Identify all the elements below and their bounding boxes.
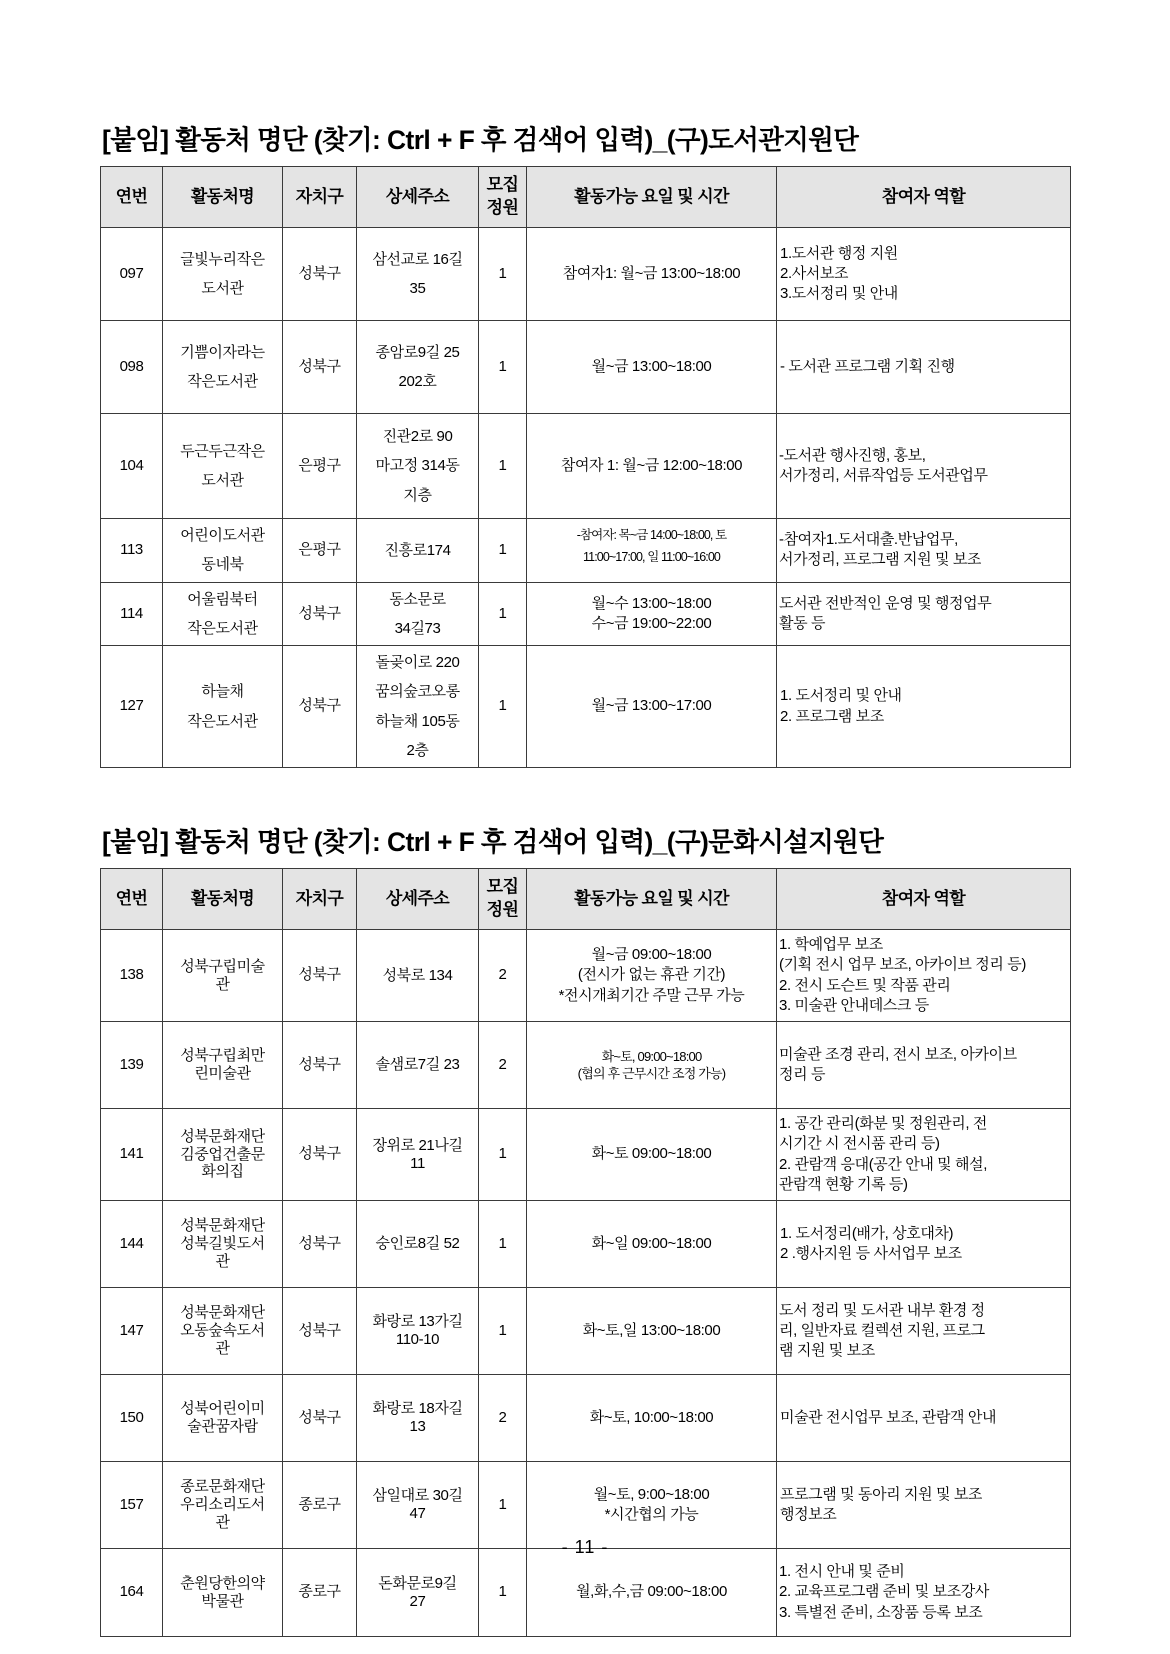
cell-capacity: 2 bbox=[479, 1022, 527, 1109]
cell-address-line: 마고정 314동 bbox=[375, 457, 460, 475]
cell-role-line: 서가정리, 서류작업등 도서관업무 bbox=[779, 467, 988, 484]
cell-address-line: 47 bbox=[409, 1505, 426, 1522]
cell-address bbox=[357, 1109, 479, 1201]
section-title: [붙임] 활동처 명단 (찾기: Ctrl + F 후 검색어 입력)_(구)문화시설지원단 bbox=[102, 827, 884, 857]
table-row bbox=[101, 228, 1071, 321]
cell-role bbox=[777, 646, 1071, 768]
cell-name-line: 성북구립미술 bbox=[180, 957, 265, 975]
cell-role-line: 2. 관람객 응대(공간 안내 및 해설, bbox=[779, 1155, 987, 1173]
cell-role bbox=[777, 1109, 1071, 1201]
cell-name-line: 성북문화재단 bbox=[180, 1217, 265, 1235]
col-header-capacity bbox=[479, 869, 527, 930]
cell-role bbox=[777, 228, 1071, 321]
cell-name-line: 성북문화재단 bbox=[180, 1304, 265, 1322]
cell-address-line: 삼일대로 30길 bbox=[372, 1487, 463, 1505]
cell-name-line: 기쁨이자라는 bbox=[180, 343, 265, 361]
cell-address-line: 꿈의숲코오롱 bbox=[375, 683, 460, 701]
cell-name bbox=[163, 1462, 283, 1549]
col-header-capacity-line1: 모집 bbox=[486, 877, 519, 897]
cell-role-line: 2 .행사지원 등 사서업무 보조 bbox=[780, 1245, 962, 1262]
cell-district: 성북구 bbox=[283, 321, 357, 414]
cell-address bbox=[357, 519, 479, 583]
cell-name bbox=[163, 228, 283, 321]
cell-role-line: 3. 특별전 준비, 소장품 등록 보조 bbox=[779, 1603, 983, 1621]
cell-role bbox=[777, 1462, 1071, 1549]
cell-time-line: 월~금 13:00~17:00 bbox=[591, 697, 712, 715]
cell-role-line: 프로그램 및 동아리 지원 및 보조 bbox=[780, 1485, 983, 1503]
cell-name bbox=[163, 414, 283, 519]
cell-name-line: 어린이도서관 bbox=[180, 527, 265, 544]
col-header-name: 활동처명 bbox=[163, 869, 283, 930]
cell-name-line: 동네북 bbox=[201, 556, 244, 574]
cell-role-line: 도서 정리 및 도서관 내부 환경 정 bbox=[779, 1301, 985, 1319]
table-row bbox=[101, 582, 1071, 646]
cell-name-line: 성북구립최만 bbox=[180, 1047, 265, 1065]
cell-time-line: 월~수 13:00~18:00 bbox=[591, 594, 712, 612]
cell-district: 은평구 bbox=[283, 414, 357, 519]
cell-name-line: 김중업건출문 bbox=[180, 1145, 265, 1163]
cell-time-line: 월~금 09:00~18:00 bbox=[591, 946, 712, 964]
cell-role-line: 미술관 전시업무 보조, 관람객 안내 bbox=[780, 1408, 997, 1426]
cell-time-line: 화~토, 10:00~18:00 bbox=[589, 1408, 714, 1426]
cell-capacity: 2 bbox=[479, 1375, 527, 1462]
cell-address-line: 동소문로 bbox=[389, 590, 446, 608]
cell-capacity: 1 bbox=[479, 1549, 527, 1637]
cell-time-line: 월~금 13:00~18:00 bbox=[591, 357, 712, 375]
cell-name-line: 종로문화재단 bbox=[180, 1478, 265, 1496]
cell-name-line: 성북어린이미 bbox=[180, 1400, 265, 1418]
cell-name-line: 도서관 bbox=[201, 280, 244, 297]
table-row bbox=[101, 1022, 1071, 1109]
col-header-role: 참여자 역할 bbox=[777, 869, 1071, 930]
cell-role-line: -도서관 행사진행, 홍보, bbox=[779, 446, 926, 464]
cell-district: 성북구 bbox=[283, 1201, 357, 1288]
cell-role-line: 관람객 현황 기록 등) bbox=[779, 1175, 908, 1193]
cell-no: 104 bbox=[101, 414, 163, 519]
cell-capacity: 1 bbox=[479, 414, 527, 519]
table-row bbox=[101, 1201, 1071, 1288]
cell-name-line: 작은도서관 bbox=[187, 619, 258, 637]
cell-address bbox=[357, 582, 479, 646]
cell-address-line: 27 bbox=[409, 1592, 426, 1610]
cell-address-line: 화랑로 18자길 bbox=[372, 1400, 463, 1418]
cell-role-line: 3. 미술관 안내데스크 등 bbox=[779, 996, 929, 1014]
cell-time-line: 참여자1: 월~금 13:00~18:00 bbox=[562, 264, 741, 282]
cell-name-line: 우리소리도서 bbox=[180, 1496, 265, 1514]
cell-time-line: 11:00~17:00, 일 11:00~16:00 bbox=[583, 550, 720, 565]
cell-address bbox=[357, 1375, 479, 1462]
cell-address bbox=[357, 1462, 479, 1549]
cell-role-line: -참여자1.도서대출.반납업무, bbox=[779, 531, 958, 549]
col-header-time: 활동가능 요일 및 시간 bbox=[527, 167, 777, 228]
cell-role-line: 3.도서정리 및 안내 bbox=[780, 285, 898, 303]
cell-name bbox=[163, 1022, 283, 1109]
cell-role bbox=[777, 1549, 1071, 1637]
cell-district: 은평구 bbox=[283, 519, 357, 583]
cell-address-line: 삼선교로 16길 bbox=[372, 250, 463, 268]
section-title: [붙임] 활동처 명단 (찾기: Ctrl + F 후 검색어 입력)_(구)도서관지원단 bbox=[102, 125, 859, 155]
cell-name bbox=[163, 1288, 283, 1375]
cell-role-line: 행정보조 bbox=[780, 1506, 837, 1523]
cell-name-line: 린미술관 bbox=[194, 1065, 251, 1082]
cell-role bbox=[777, 1375, 1071, 1462]
cell-address bbox=[357, 1288, 479, 1375]
cell-time bbox=[527, 1549, 777, 1637]
cell-role bbox=[777, 414, 1071, 519]
cell-no: 139 bbox=[101, 1022, 163, 1109]
cell-name-line: 성북문화재단 bbox=[180, 1127, 265, 1145]
cell-address bbox=[357, 646, 479, 768]
cell-role-line: 램 지원 및 보조 bbox=[779, 1342, 875, 1360]
col-header-capacity bbox=[479, 167, 527, 228]
col-header-name: 활동처명 bbox=[163, 167, 283, 228]
cell-district: 성북구 bbox=[283, 1022, 357, 1109]
cell-role-line: 1.도서관 행정 지원 bbox=[780, 244, 898, 262]
cell-role-line: 2. 교육프로그램 준비 및 보조강사 bbox=[779, 1583, 989, 1601]
cell-name-line: 두근두근작은 bbox=[180, 442, 265, 460]
cell-district: 성북구 bbox=[283, 228, 357, 321]
cell-address-line: 202호 bbox=[398, 373, 437, 390]
cell-role-line: 1. 공간 관리(화분 및 정원관리, 전 bbox=[779, 1115, 987, 1133]
cell-role-line: 1. 전시 안내 및 준비 bbox=[779, 1563, 905, 1581]
cell-time-line: (협의 후 근무시간 조정 가능) bbox=[577, 1066, 726, 1081]
table-row bbox=[101, 1462, 1071, 1549]
cell-role bbox=[777, 582, 1071, 646]
col-header-capacity-line2: 정원 bbox=[486, 900, 519, 919]
cell-role-line: 정리 등 bbox=[779, 1066, 826, 1083]
cell-address-line: 종암로9길 25 bbox=[375, 343, 460, 361]
cell-time bbox=[527, 1109, 777, 1201]
cell-district: 종로구 bbox=[283, 1462, 357, 1549]
cell-district: 성북구 bbox=[283, 1375, 357, 1462]
cell-role bbox=[777, 1022, 1071, 1109]
cell-name-line: 작은도서관 bbox=[187, 373, 258, 390]
cell-name bbox=[163, 1375, 283, 1462]
cell-time-line: (전시가 없는 휴관 기간) bbox=[577, 966, 726, 984]
cell-time bbox=[527, 582, 777, 646]
cell-no: 164 bbox=[101, 1549, 163, 1637]
cell-time-line: 월,화,수,금 09:00~18:00 bbox=[576, 1583, 727, 1601]
cell-address-line: 지층 bbox=[403, 486, 432, 504]
cell-role-line: 활동 등 bbox=[779, 614, 826, 632]
cell-role-line: 1. 도서정리 및 안내 bbox=[780, 687, 902, 705]
col-header-time: 활동가능 요일 및 시간 bbox=[527, 869, 777, 930]
table-row bbox=[101, 1375, 1071, 1462]
cell-name bbox=[163, 646, 283, 768]
cell-capacity: 1 bbox=[479, 519, 527, 583]
activity-table-culture bbox=[100, 868, 1071, 1637]
cell-name bbox=[163, 321, 283, 414]
cell-role bbox=[777, 321, 1071, 414]
cell-no: 113 bbox=[101, 519, 163, 583]
cell-role-line: 시기간 시 전시품 관리 등) bbox=[779, 1135, 940, 1153]
cell-name-line: 관 bbox=[215, 975, 230, 993]
cell-name-line: 박물관 bbox=[201, 1592, 244, 1610]
cell-time bbox=[527, 228, 777, 321]
cell-role bbox=[777, 1288, 1071, 1375]
cell-time bbox=[527, 930, 777, 1022]
table-header-row bbox=[101, 869, 1071, 930]
cell-address-line: 34길73 bbox=[394, 619, 441, 637]
cell-name bbox=[163, 519, 283, 583]
cell-name-line: 도서관 bbox=[201, 472, 244, 489]
col-header-district: 자치구 bbox=[283, 869, 357, 930]
cell-role-line: (기획 전시 업무 보조, 아카이브 정리 등) bbox=[779, 956, 1026, 974]
cell-role-line: 2. 프로그램 보조 bbox=[780, 707, 884, 725]
cell-role-line: - 도서관 프로그램 기획 진행 bbox=[780, 357, 955, 375]
col-header-no: 연번 bbox=[101, 167, 163, 228]
section-library-support bbox=[100, 118, 1070, 768]
cell-address-line: 돌곶이로 220 bbox=[375, 654, 460, 671]
cell-address-line: 110-10 bbox=[395, 1331, 440, 1348]
cell-time-line: 화~토 09:00~18:00 bbox=[591, 1145, 712, 1163]
cell-address bbox=[357, 414, 479, 519]
cell-name-line: 술관꿈자람 bbox=[187, 1418, 258, 1435]
cell-address-line: 숭인로8길 52 bbox=[375, 1235, 460, 1253]
activity-table-library bbox=[100, 166, 1071, 768]
cell-name-line: 성북길빛도서 bbox=[180, 1235, 265, 1253]
cell-district: 성북구 bbox=[283, 930, 357, 1022]
cell-role-line: 리, 일반자료 컬렉션 지원, 프로그 bbox=[779, 1321, 985, 1339]
cell-no: 138 bbox=[101, 930, 163, 1022]
cell-role-line: 미술관 조경 관리, 전시 보조, 아카이브 bbox=[779, 1045, 1017, 1063]
cell-capacity: 1 bbox=[479, 582, 527, 646]
col-header-address: 상세주소 bbox=[357, 167, 479, 228]
cell-district: 성북구 bbox=[283, 1109, 357, 1201]
cell-time-line: 수~금 19:00~22:00 bbox=[591, 614, 712, 632]
cell-time bbox=[527, 1375, 777, 1462]
cell-no: 157 bbox=[101, 1462, 163, 1549]
cell-no: 150 bbox=[101, 1375, 163, 1462]
col-header-capacity-line1: 모집 bbox=[486, 175, 519, 195]
page-number: - 11 - bbox=[561, 1537, 609, 1557]
cell-no: 114 bbox=[101, 582, 163, 646]
cell-time-line: 화~일 09:00~18:00 bbox=[591, 1234, 712, 1252]
cell-no: 127 bbox=[101, 646, 163, 768]
cell-no: 144 bbox=[101, 1201, 163, 1288]
cell-address bbox=[357, 1549, 479, 1637]
cell-capacity: 2 bbox=[479, 930, 527, 1022]
cell-address-line: 2층 bbox=[406, 741, 429, 759]
cell-role bbox=[777, 519, 1071, 583]
cell-address-line: 솔샘로7길 23 bbox=[375, 1056, 460, 1074]
cell-address-line: 돈화문로9길 bbox=[378, 1574, 457, 1592]
cell-time bbox=[527, 1201, 777, 1288]
table-row bbox=[101, 321, 1071, 414]
cell-no: 147 bbox=[101, 1288, 163, 1375]
cell-address bbox=[357, 228, 479, 321]
cell-time bbox=[527, 414, 777, 519]
cell-capacity: 1 bbox=[479, 1462, 527, 1549]
cell-name bbox=[163, 582, 283, 646]
cell-role-line: 서가정리, 프로그램 지원 및 보조 bbox=[779, 551, 982, 569]
cell-role-line: 1. 학예업무 보조 bbox=[779, 936, 883, 954]
cell-role-line: 2. 전시 도슨트 및 작품 관리 bbox=[779, 976, 951, 994]
cell-time bbox=[527, 1022, 777, 1109]
table-row bbox=[101, 1549, 1071, 1637]
cell-name bbox=[163, 930, 283, 1022]
cell-time bbox=[527, 646, 777, 768]
cell-address bbox=[357, 1022, 479, 1109]
cell-time bbox=[527, 321, 777, 414]
cell-capacity: 1 bbox=[479, 646, 527, 768]
cell-district: 종로구 bbox=[283, 1549, 357, 1637]
cell-time bbox=[527, 1288, 777, 1375]
cell-name-line: 화의집 bbox=[201, 1163, 244, 1181]
cell-capacity: 1 bbox=[479, 1288, 527, 1375]
cell-time-line: 화~토,일 13:00~18:00 bbox=[582, 1321, 721, 1339]
cell-time-line: *전시개최기간 주말 근무 가능 bbox=[558, 986, 745, 1004]
cell-name-line: 오동숲속도서 bbox=[180, 1322, 265, 1340]
col-header-district: 자치구 bbox=[283, 167, 357, 228]
section-culture-support bbox=[100, 820, 1070, 1637]
cell-address-line: 진흥로174 bbox=[384, 541, 451, 559]
cell-name-line: 하늘채 bbox=[201, 683, 244, 701]
cell-name-line: 관 bbox=[215, 1339, 230, 1357]
cell-no: 097 bbox=[101, 228, 163, 321]
cell-district: 성북구 bbox=[283, 582, 357, 646]
cell-capacity: 1 bbox=[479, 228, 527, 321]
cell-time-line: *시간협의 가능 bbox=[604, 1506, 699, 1523]
table-row bbox=[101, 519, 1071, 583]
table-header-row bbox=[101, 167, 1071, 228]
cell-name-line: 관 bbox=[215, 1513, 230, 1531]
cell-address-line: 성북로 134 bbox=[382, 966, 453, 984]
col-header-capacity-line2: 정원 bbox=[486, 198, 519, 217]
cell-name bbox=[163, 1549, 283, 1637]
cell-time-line: 월~토, 9:00~18:00 bbox=[593, 1485, 710, 1503]
cell-capacity: 1 bbox=[479, 1201, 527, 1288]
col-header-no: 연번 bbox=[101, 869, 163, 930]
cell-address bbox=[357, 1201, 479, 1288]
cell-capacity: 1 bbox=[479, 321, 527, 414]
table-row bbox=[101, 1109, 1071, 1201]
cell-role-line: 도서관 전반적인 운영 및 행정업무 bbox=[779, 594, 992, 612]
cell-no: 098 bbox=[101, 321, 163, 414]
cell-address-line: 하늘채 105동 bbox=[375, 712, 460, 730]
table-row bbox=[101, 1288, 1071, 1375]
cell-time bbox=[527, 1462, 777, 1549]
cell-address bbox=[357, 321, 479, 414]
cell-address-line: 화랑로 13가길 bbox=[372, 1313, 463, 1331]
cell-address-line: 장위로 21나길 bbox=[372, 1136, 463, 1154]
cell-address-line: 13 bbox=[409, 1418, 426, 1435]
cell-address-line: 11 bbox=[410, 1154, 425, 1172]
cell-time-line: 화~토, 09:00~18:00 bbox=[601, 1048, 702, 1064]
cell-address-line: 35 bbox=[409, 280, 426, 297]
table-row bbox=[101, 646, 1071, 768]
cell-district: 성북구 bbox=[283, 1288, 357, 1375]
cell-name bbox=[163, 1109, 283, 1201]
cell-name bbox=[163, 1201, 283, 1288]
cell-name-line: 어울림북터 bbox=[187, 590, 258, 608]
cell-district: 성북구 bbox=[283, 646, 357, 768]
cell-no: 141 bbox=[101, 1109, 163, 1201]
cell-role bbox=[777, 1201, 1071, 1288]
table-row bbox=[101, 414, 1071, 519]
cell-time bbox=[527, 519, 777, 583]
cell-time-line: 참여자 1: 월~금 12:00~18:00 bbox=[560, 456, 743, 474]
cell-name-line: 글빛누리작은 bbox=[180, 250, 265, 268]
table-row bbox=[101, 930, 1071, 1022]
cell-address bbox=[357, 930, 479, 1022]
col-header-role: 참여자 역할 bbox=[777, 167, 1071, 228]
col-header-address: 상세주소 bbox=[357, 869, 479, 930]
cell-time-line: -참여자: 목~금 14:00~18:00, 토 bbox=[576, 527, 727, 542]
cell-name-line: 춘원당한의약 bbox=[180, 1574, 265, 1592]
cell-address-line: 진관2로 90 bbox=[382, 428, 453, 446]
cell-capacity: 1 bbox=[479, 1109, 527, 1201]
cell-name-line: 작은도서관 bbox=[187, 712, 258, 730]
cell-role-line: 1. 도서정리(배가, 상호대차) bbox=[780, 1224, 954, 1242]
cell-role-line: 2.사서보조 bbox=[780, 264, 849, 282]
cell-role bbox=[777, 930, 1071, 1022]
cell-name-line: 관 bbox=[215, 1252, 230, 1270]
